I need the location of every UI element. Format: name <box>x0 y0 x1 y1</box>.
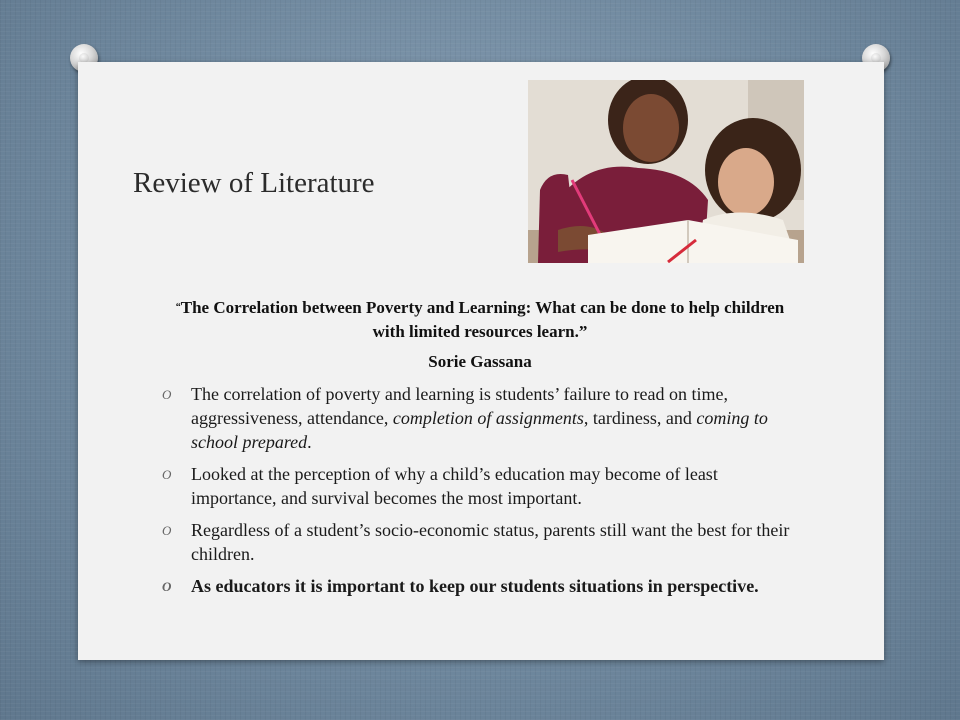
bullet-emphasis: coming to school prepared <box>191 408 768 452</box>
bullet-emphasis: completion of assignments <box>392 408 584 428</box>
list-item <box>160 574 800 598</box>
bullet-list <box>160 382 800 606</box>
list-item <box>160 518 800 566</box>
bullet-text: , tardiness, and <box>583 408 697 428</box>
bullet-text: As educators it is important to keep our students situations in perspective. <box>191 576 759 596</box>
bullet-marker-icon: O <box>162 467 172 482</box>
list-item <box>160 382 800 454</box>
bullet-marker-icon: O <box>162 387 172 402</box>
bullet-text: Regardless of a student’s socio-economic status, parents still want the best for their children. <box>191 520 790 564</box>
article-title <box>160 296 800 344</box>
slide-title: Review of Literature <box>133 167 375 199</box>
list-item <box>160 462 800 510</box>
bullet-text: Looked at the perception of why a child’s education may become of least importance, and survival becomes the most important. <box>191 464 718 508</box>
bullet-text: . <box>307 432 312 452</box>
bullet-text: The correlation of poverty and learning is students’ failure to read on time, aggressiveness, attendance, <box>191 384 728 428</box>
bullet-marker-icon: O <box>162 523 172 538</box>
article-title-text: The Correlation between Poverty and Learning: What can be done to help children with limited resources learn.” <box>180 298 785 341</box>
mother-daughter-reading-photo <box>528 80 804 263</box>
open-quote: “ <box>175 302 181 313</box>
bullet-marker-icon: O <box>162 579 172 594</box>
author-name: Sorie Gassana <box>428 352 532 371</box>
